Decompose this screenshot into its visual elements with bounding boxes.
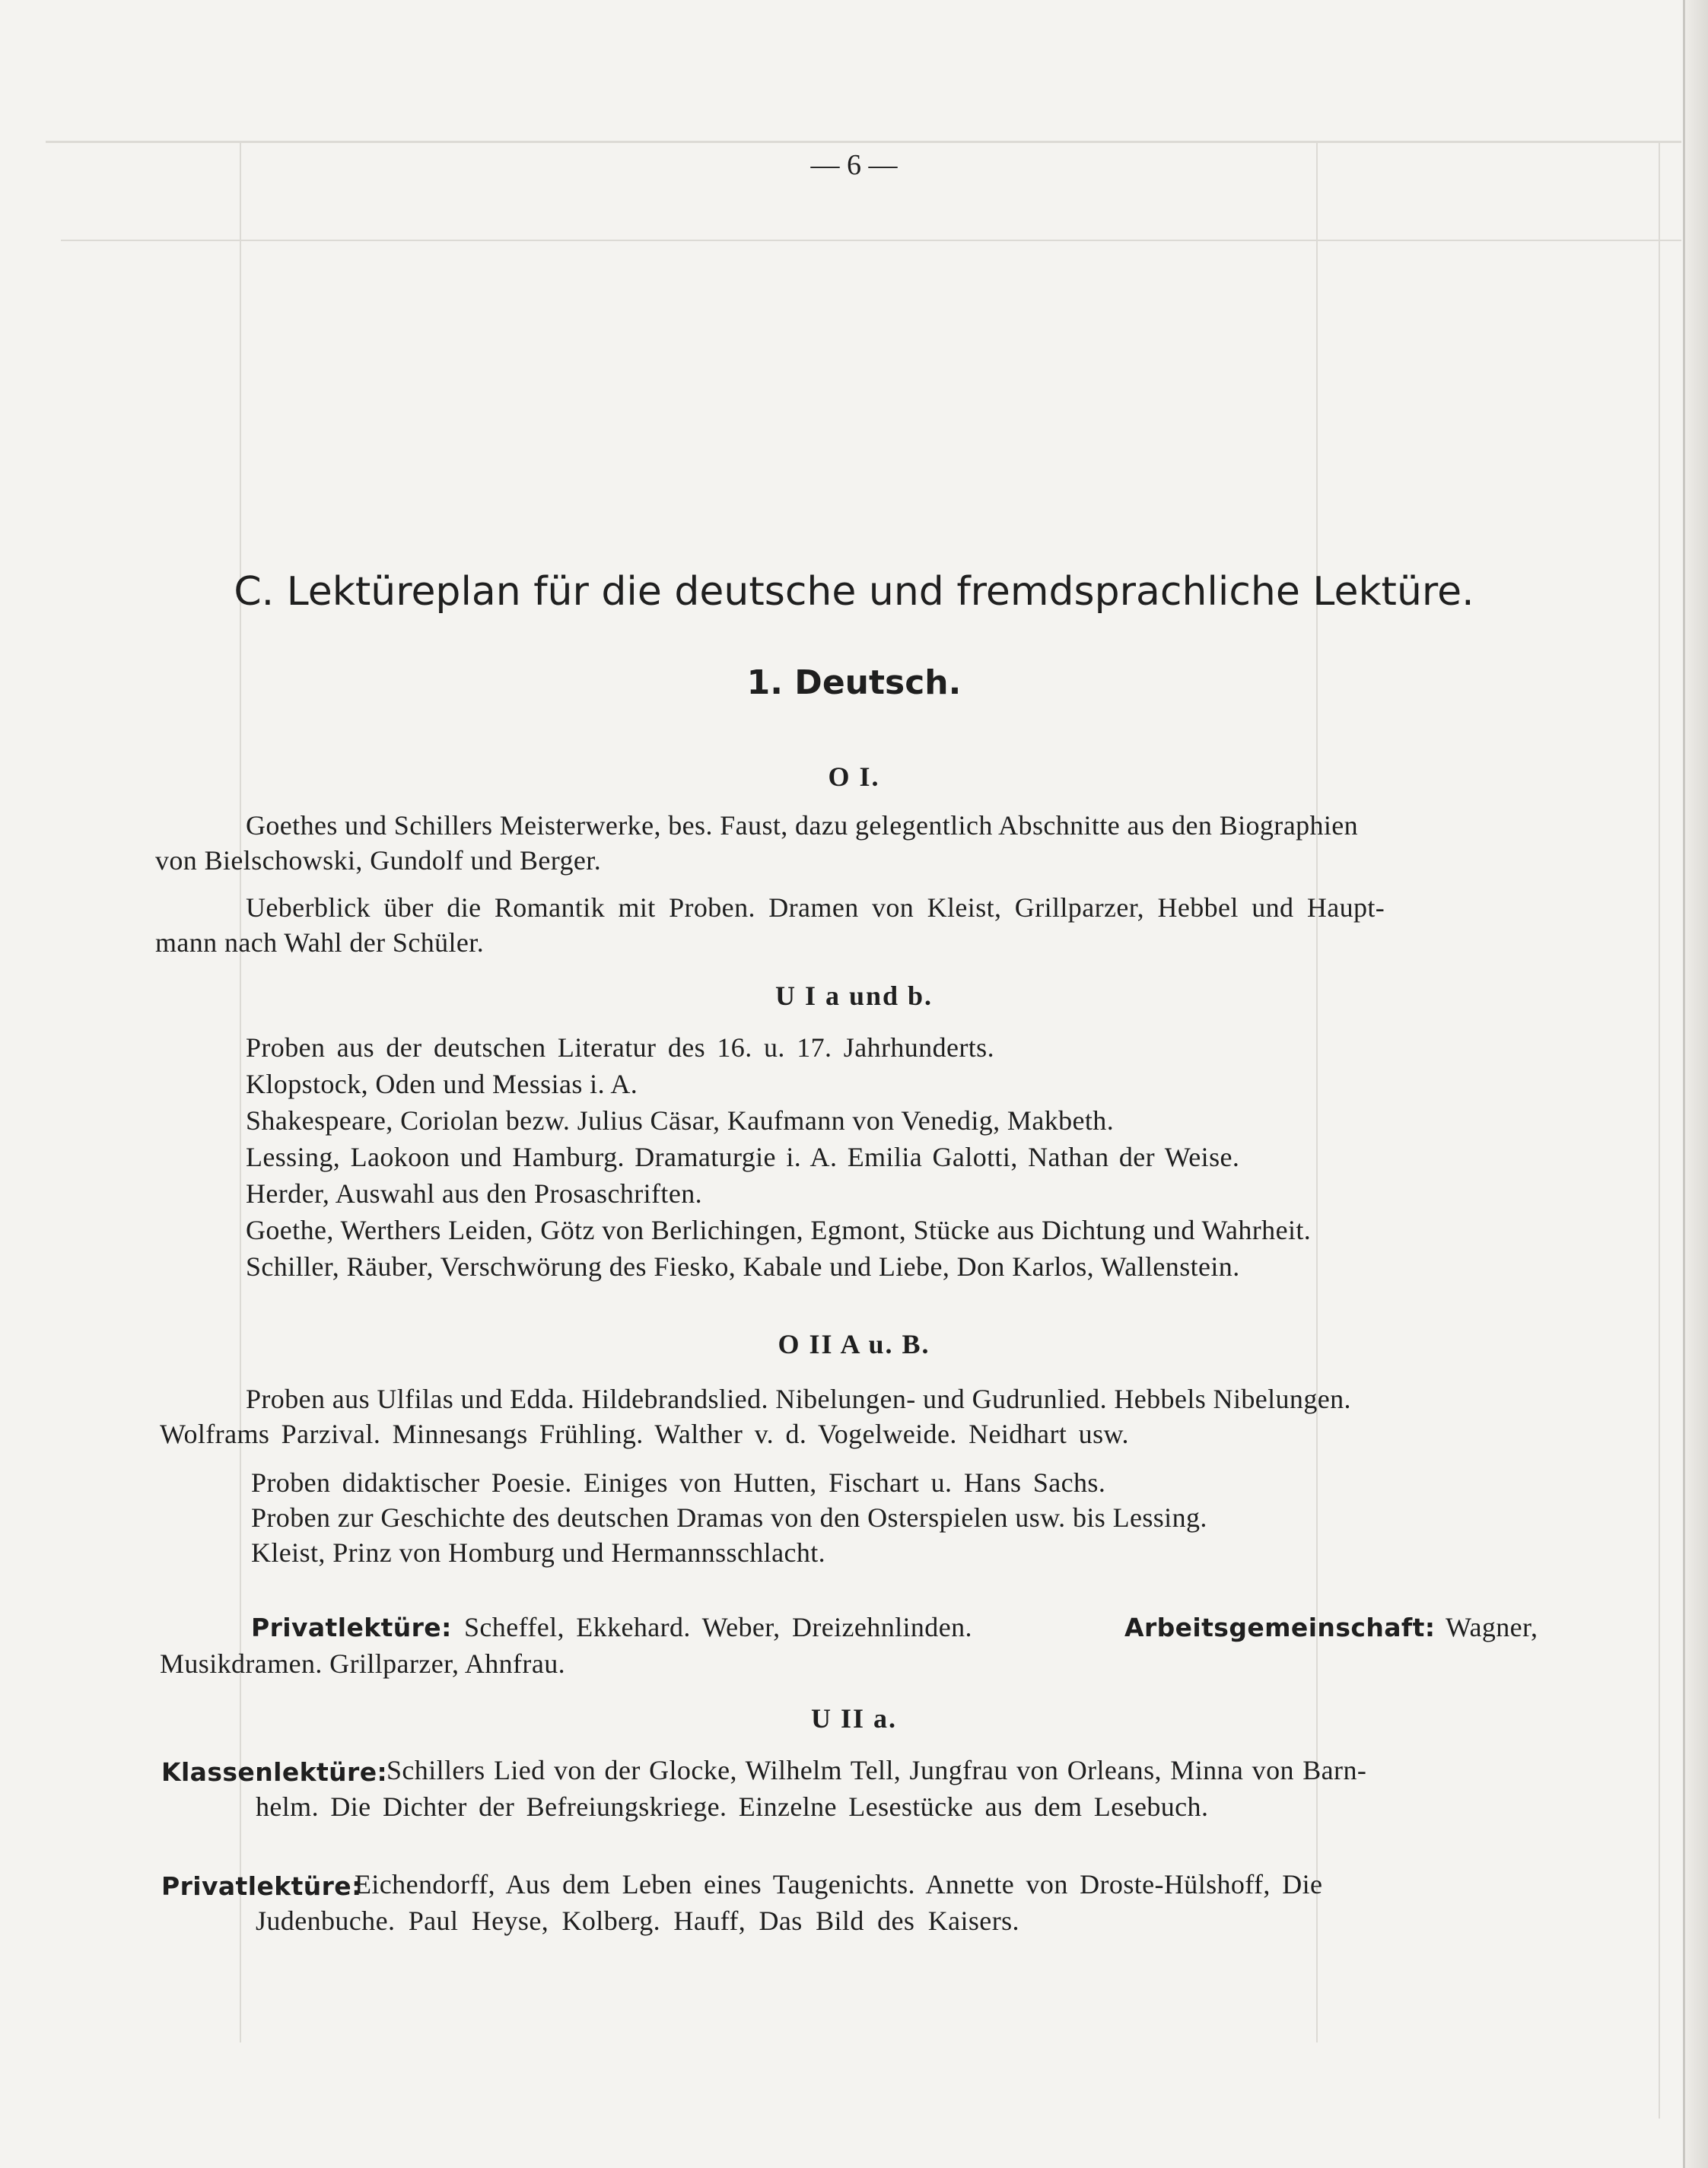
arbeitsgemeinschaft-text: Wagner, bbox=[1446, 1612, 1538, 1642]
oi-paragraph-2-line-2: mann nach Wahl der Schüler. bbox=[155, 927, 485, 958]
uia-line: Herder, Auswahl aus den Prosaschriften. bbox=[246, 1178, 703, 1209]
page-number: — 6 — bbox=[810, 149, 898, 181]
uia-line: Klopstock, Oden und Messias i. A. bbox=[246, 1069, 638, 1099]
oiia-paragraph-1-line-2: Wolframs Parzival. Minnesangs Frühling. Walther v. d. Vogelweide. Neidhart usw. bbox=[160, 1419, 1129, 1449]
oiia-line: Proben zur Geschichte des deutschen Dramas von den Osterspielen usw. bis Lessing. bbox=[251, 1502, 1207, 1533]
grade-title-oi: O I. bbox=[828, 761, 880, 792]
subsection-heading: 1. Deutsch. bbox=[746, 663, 962, 702]
uiia-privatlektuere-line-1: Eichendorff, Aus dem Leben eines Taugenichts. Annette von Droste-Hülshoff, Die bbox=[355, 1869, 1323, 1899]
grade-title-oiia: O II A u. B. bbox=[778, 1329, 930, 1359]
klassenlektuere-line-2: helm. Die Dichter der Befreiungskriege. Einzelne Lesestücke aus dem Lesebuch. bbox=[256, 1791, 1209, 1822]
uia-line: Schiller, Räuber, Verschwörung des Fiesko, Kabale und Liebe, Don Karlos, Wallenstein. bbox=[246, 1251, 1240, 1282]
arbeitsgemeinschaft-label: Arbeitsgemeinschaft: bbox=[1124, 1613, 1436, 1642]
uiia-privatlektuere-line-2: Judenbuche. Paul Heyse, Kolberg. Hauff, Das Bild des Kaisers. bbox=[256, 1906, 1019, 1936]
oiia-continuation-line: Musikdramen. Grillparzer, Ahnfrau. bbox=[160, 1648, 565, 1679]
grade-title-uiia: U II a. bbox=[810, 1703, 898, 1734]
privatlektuere-label: Privatlektüre: bbox=[251, 1613, 452, 1642]
privatlektuere-text: Scheffel, Ekkehard. Weber, Dreizehnlinden. bbox=[464, 1612, 972, 1642]
oiia-paragraph-1-line-1: Proben aus Ulfilas und Edda. Hildebrandslied. Nibelungen- und Gudrunlied. Hebbels Nibelungen. bbox=[246, 1384, 1351, 1414]
klassenlektuere-label: Klassenlektüre: bbox=[161, 1757, 388, 1787]
oi-paragraph-1-line-1: Goethes und Schillers Meisterwerke, bes. Faust, dazu gelegentlich Abschnitte aus den Biographien bbox=[246, 810, 1359, 841]
uia-line: Shakespeare, Coriolan bezw. Julius Cäsar, Kaufmann von Venedig, Makbeth. bbox=[246, 1105, 1115, 1136]
bleed-rule bbox=[1659, 141, 1660, 2119]
uia-line: Goethe, Werthers Leiden, Götz von Berlichingen, Egmont, Stücke aus Dichtung und Wahrheit. bbox=[246, 1215, 1312, 1245]
grade-title-uia: U I a und b. bbox=[774, 981, 934, 1011]
section-heading: C. Lektüreplan für die deutsche und fremdsprachliche Lektüre. bbox=[234, 569, 1474, 615]
page-edge-shadow bbox=[1685, 0, 1708, 2168]
uia-line: Proben aus der deutschen Literatur des 16. u. 17. Jahrhunderts. bbox=[246, 1032, 994, 1063]
oiia-line: Proben didaktischer Poesie. Einiges von Hutten, Fischart u. Hans Sachs. bbox=[251, 1467, 1106, 1498]
oi-paragraph-2-line-1: Ueberblick über die Romantik mit Proben. Dramen von Kleist, Grillparzer, Hebbel und Haupt- bbox=[246, 892, 1385, 923]
bleed-rule bbox=[61, 240, 1681, 241]
oi-paragraph-1-line-2: von Bielschowski, Gundolf und Berger. bbox=[155, 845, 602, 876]
bleed-rule bbox=[46, 141, 1681, 143]
uiia-privatlektuere-label: Privatlektüre: bbox=[161, 1871, 362, 1901]
oiia-line: Kleist, Prinz von Homburg und Hermannsschlacht. bbox=[251, 1537, 826, 1568]
klassenlektuere-line-1: Schillers Lied von der Glocke, Wilhelm Tell, Jungfrau von Orleans, Minna von Barn- bbox=[386, 1755, 1367, 1785]
uia-line: Lessing, Laokoon und Hamburg. Dramaturgie i. A. Emilia Galotti, Nathan der Weise. bbox=[246, 1142, 1240, 1172]
